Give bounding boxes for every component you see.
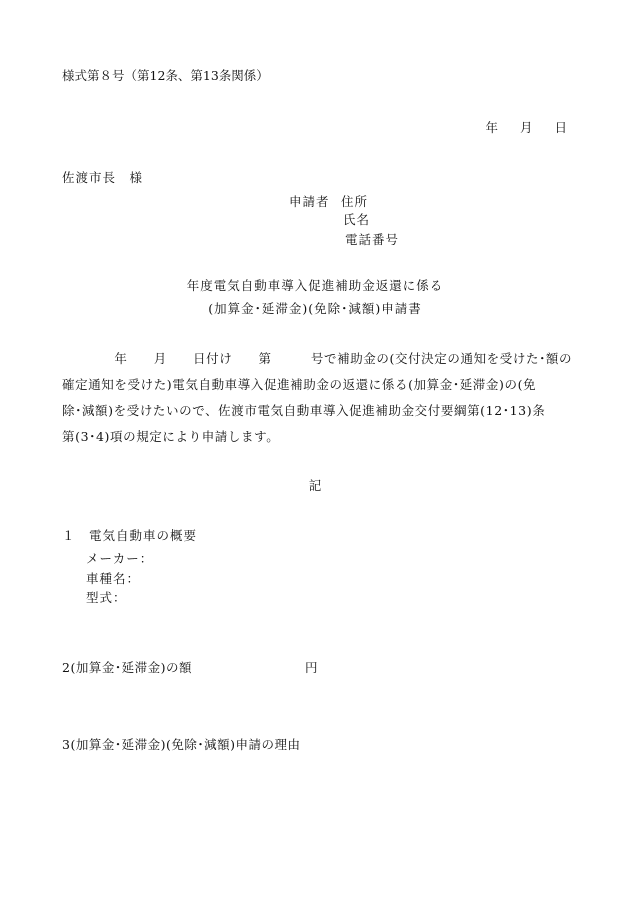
model-name-label: 車種名： <box>86 571 141 586</box>
applicant-address-label: 住所 <box>341 194 369 209</box>
applicant-label: 申請者 <box>289 194 330 209</box>
document-title-line2: (加算金･延滞金)(免除･減額)申請書 <box>208 301 422 316</box>
yen-label: 円 <box>305 660 318 675</box>
ki-heading: 記 <box>308 478 322 493</box>
section3-heading: 3(加算金･延滞金)(免除･減額)申請の理由 <box>62 737 301 752</box>
body-line-1: 年 月 日付け 第 号で補助金の(交付決定の通知を受けた･額の <box>62 351 573 366</box>
date-year-label: 年 <box>485 120 498 135</box>
body-paragraph <box>62 346 573 450</box>
addressee: 佐渡市長 様 <box>62 170 144 185</box>
type-label: 型式： <box>86 590 127 605</box>
body-line-4: 第(3･4)項の規定により申請します。 <box>62 429 280 444</box>
body-line-2: 確定通知を受けた)電気自動車導入促進補助金の返還に係る(加算金･延滞金)の(免 <box>62 377 537 392</box>
body-line-3: 除･減額)を受けたいので、佐渡市電気自動車導入促進補助金交付要綱第(12･13)条 <box>62 403 546 418</box>
section1-heading: １ 電気自動車の概要 <box>62 528 198 543</box>
date-day-label: 日 <box>554 120 567 135</box>
maker-label: メーカー： <box>86 551 154 566</box>
section2-heading: 2(加算金･延滞金)の額 <box>62 660 192 675</box>
applicant-name-label: 氏名 <box>343 212 371 227</box>
date-line <box>485 118 567 136</box>
document-title-line1: 年度電気自動車導入促進補助金返還に係る <box>186 278 444 293</box>
form-number: 様式第８号（第12条、第13条関係） <box>62 68 269 83</box>
applicant-phone-label: 電話番号 <box>345 232 400 247</box>
date-month-label: 月 <box>519 120 533 135</box>
